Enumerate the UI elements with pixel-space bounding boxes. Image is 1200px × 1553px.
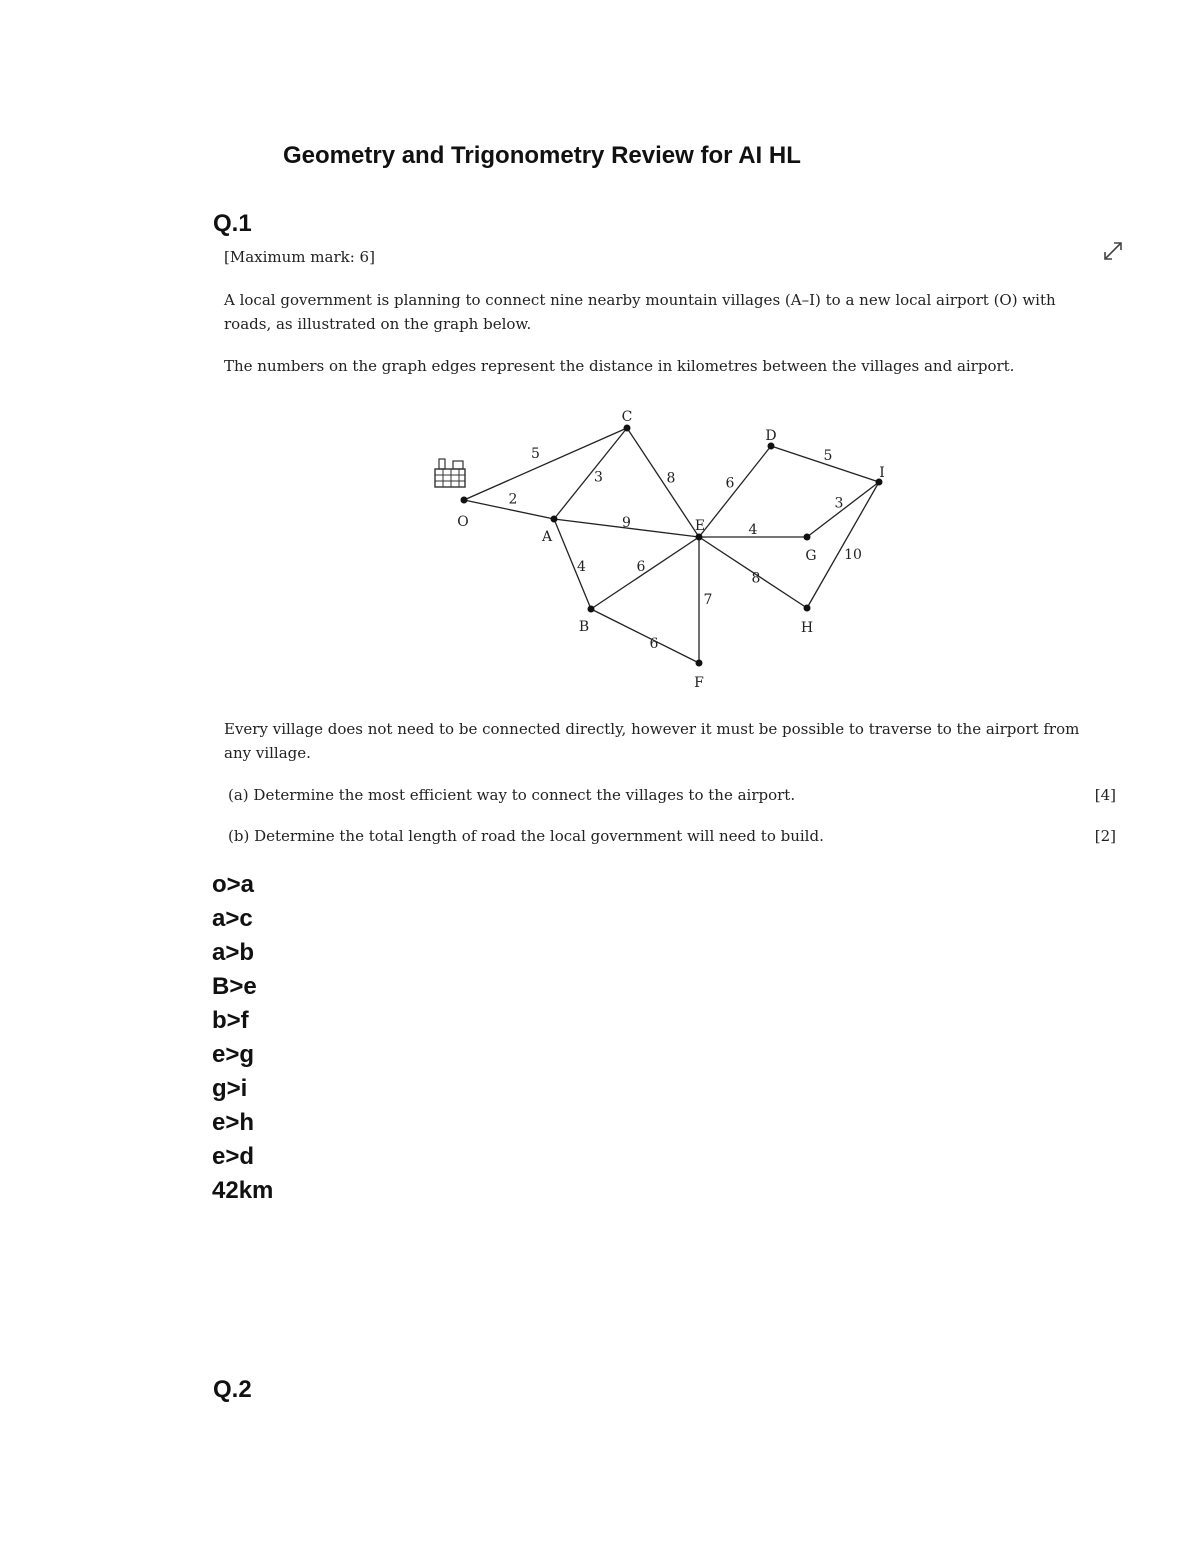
node-a (551, 516, 558, 523)
edge-weight-label: 6 (725, 475, 735, 492)
edge-weight-label: 3 (594, 469, 603, 486)
answer-line: b>f (212, 1007, 249, 1034)
node-label-o: O (457, 514, 469, 530)
question-intro: A local government is planning to connect nine nearby mountain villages (A–I) to a new local airport (O) with roads, as illustrated on the graph below. (224, 291, 1056, 333)
edge-weight-label: 2 (508, 491, 518, 508)
answer-line: B>e (212, 973, 257, 1000)
edge-e-d (699, 446, 771, 537)
distance-note: The numbers on the graph edges represent the distance in kilometres between the villages and airport. (224, 357, 1015, 375)
node-o (461, 497, 468, 504)
node-c (624, 425, 631, 432)
answer-line: e>d (212, 1143, 255, 1170)
node-f (696, 660, 703, 667)
page-title: Geometry and Trigonometry Review for AI HL (283, 142, 801, 169)
edge-weight-label: 10 (844, 547, 862, 563)
edge-weight-label: 5 (531, 446, 540, 462)
connection-condition: Every village does not need to be connected directly, however it must be possible to traverse to the airport from any village. (224, 720, 1080, 762)
node-label-e: E (694, 518, 706, 534)
node-label-d: D (765, 428, 777, 444)
node-e (696, 534, 703, 541)
edge-weight-label: 9 (622, 515, 631, 531)
answer-line: e>h (212, 1109, 255, 1136)
edge-weight-label: 7 (703, 592, 713, 608)
airport-building-icon (435, 459, 465, 487)
node-h (804, 605, 811, 612)
answer-line: a>c (212, 905, 253, 932)
edge-weight-label: 4 (577, 559, 586, 575)
answer-line: g>i (212, 1075, 248, 1102)
part-b-mark: [2] (1094, 827, 1116, 845)
network-graph (400, 395, 920, 695)
edge-weight-label: 8 (751, 570, 761, 587)
edge-weight-label: 3 (834, 495, 844, 512)
answer-line: o>a (212, 871, 255, 898)
edge-o-c (464, 428, 627, 500)
edge-c-e (627, 428, 699, 537)
edge-b-f (591, 609, 699, 663)
node-label-a: A (541, 529, 553, 545)
node-label-g: G (805, 548, 817, 564)
answer-line: a>b (212, 939, 255, 966)
node-label-h: H (800, 620, 814, 636)
part-a-mark: [4] (1094, 786, 1116, 804)
node-label-i: I (879, 465, 885, 481)
edge-weight-label: 4 (748, 522, 758, 538)
node-label-f: F (694, 675, 704, 691)
edge-a-c (554, 428, 627, 519)
node-b (588, 606, 595, 613)
node-label-b: B (578, 619, 590, 635)
edge-weight-label: 6 (636, 559, 646, 575)
node-g (804, 534, 811, 541)
expand-icon[interactable] (1102, 240, 1124, 262)
edge-weight-label: 6 (649, 636, 659, 652)
part-b-text: (b) Determine the total length of road the local government will need to build. (228, 827, 824, 845)
max-mark: [Maximum mark: 6] (224, 248, 375, 266)
question-2-heading: Q.2 (213, 1376, 252, 1403)
question-1-heading: Q.1 (213, 210, 252, 237)
answer-total: 42km (212, 1177, 274, 1204)
edge-weight-label: 5 (823, 448, 833, 464)
answer-line: e>g (212, 1041, 255, 1068)
node-label-c: C (621, 409, 633, 425)
part-a-text: (a) Determine the most efficient way to connect the villages to the airport. (228, 786, 796, 804)
edge-weight-label: 8 (666, 470, 676, 487)
answer-list (212, 868, 273, 1208)
